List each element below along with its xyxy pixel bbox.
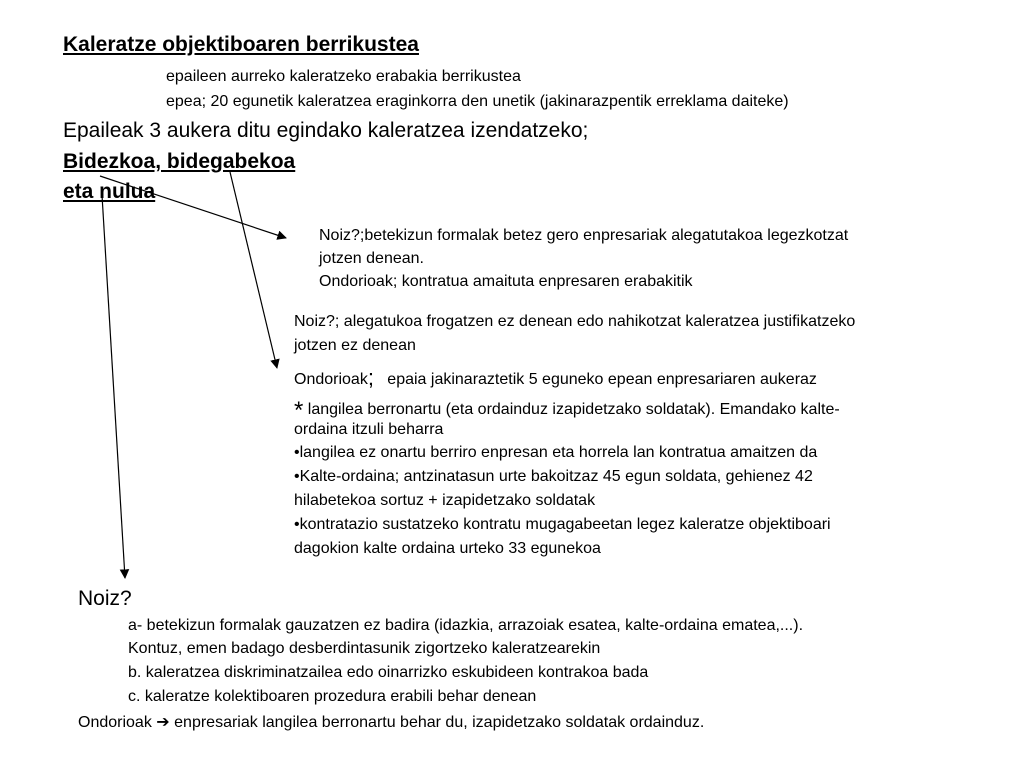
star-bullet: * bbox=[294, 397, 304, 424]
bidegabekoa-bullet-4: •kontratazio sustatzeko kontratu mugagabeetan legez kaleratze objektiboari bbox=[294, 516, 831, 533]
bidegabekoa-bullet-3: •Kalte-ordaina; antzinatasun urte bakoitzaz 45 egun soldata, gehienez 42 bbox=[294, 468, 813, 485]
arrow-to-nulua bbox=[102, 195, 125, 578]
bidezkoa-line-3: Ondorioak; kontratua amaituta enpresaren erabakitik bbox=[319, 273, 693, 290]
bullet-1-text: langilea berronartu (eta ordainduz izapidetzako soldatak). Emandako kalte- bbox=[307, 401, 840, 418]
arrow-to-bidezkoa bbox=[100, 176, 286, 238]
nulua-ondorioak-label: Ondorioak bbox=[78, 714, 152, 731]
nulua-item-c: c. kaleratze kolektiboaren prozedura erabili behar denean bbox=[128, 688, 537, 705]
nulua-item-a1: a- betekizun formalak gauzatzen ez badira (idazkia, arrazoiak esatea, kalte-ordaina ematea,...). bbox=[128, 617, 804, 634]
bidegabekoa-bullet-3b: hilabetekoa sortuz + izapidetzako soldatak bbox=[294, 492, 596, 509]
bidegabekoa-bullet-4b: dagokion kalte ordaina urteko 33 egunekoa bbox=[294, 540, 601, 557]
bidegabekoa-bullet-2: •langilea ez onartu berriro enpresan eta horrela lan kontratua amaitzen da bbox=[294, 444, 818, 461]
slide-title: Kaleratze objektiboaren berrikustea bbox=[63, 33, 419, 56]
bidezkoa-line-1: Noiz?;betekizun formalak betez gero enpresariak alegatutakoa legezkotzat bbox=[319, 227, 849, 244]
nulua-item-a2: Kontuz, emen badago desberdintasunik zigortzeko kaleratzearekin bbox=[128, 640, 601, 657]
arrow-to-bidegabekoa bbox=[230, 172, 277, 368]
bidegabekoa-line-1: Noiz?; alegatukoa frogatzen ez denean edo nahikotzat kaleratzea justifikatzeko bbox=[294, 313, 856, 330]
ondorioak-text: epaia jakinaraztetik 5 eguneko epean enpresariaren aukeraz bbox=[387, 371, 817, 388]
options-bold-1: Bidezkoa, bidegabekoa bbox=[63, 150, 296, 173]
arrow-right-icon: ➔ bbox=[156, 714, 170, 731]
options-line: Epaileak 3 aukera ditu egindako kaleratzea izendatzeko; bbox=[63, 119, 589, 142]
bidezkoa-line-2: jotzen denean. bbox=[319, 250, 424, 267]
nulua-heading: Noiz? bbox=[78, 587, 132, 610]
nulua-ondorioak-text: enpresariak langilea berronartu behar du, izapidetzako soldatak ordainduz. bbox=[174, 714, 705, 731]
bidegabekoa-bullet-1b: ordaina itzuli beharra bbox=[294, 421, 444, 438]
intro-line-2: epea; 20 egunetik kaleratzea eraginkorra den unetik (jakinarazpentik erreklama daiteke) bbox=[166, 93, 789, 110]
bidegabekoa-line-2: jotzen ez denean bbox=[294, 337, 416, 354]
nulua-item-b: b. kaleratzea diskriminatzailea edo oinarrizko eskubideen kontrakoa bada bbox=[128, 664, 649, 681]
ondorioak-semicolon: ; bbox=[367, 365, 374, 390]
intro-line-1: epaileen aurreko kaleratzeko erabakia berrikustea bbox=[166, 68, 521, 85]
options-bold-2: eta nulua bbox=[63, 180, 156, 203]
ondorioak-label: Ondorioak bbox=[294, 371, 368, 388]
